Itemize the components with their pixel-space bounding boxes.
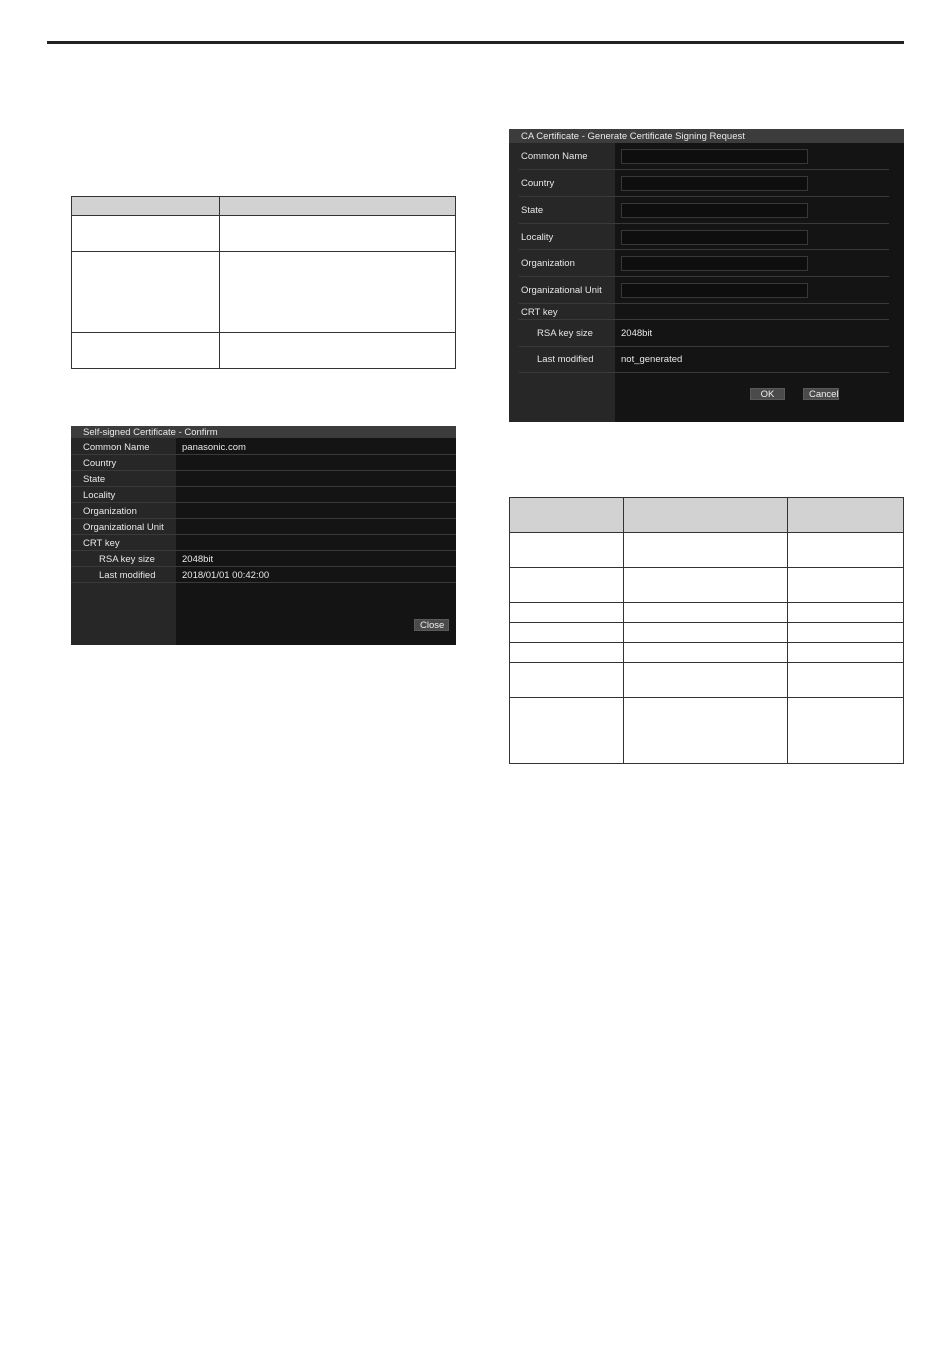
crt-key-row <box>509 304 904 320</box>
row-value: 2048bit <box>182 554 214 565</box>
dialog-title: CA Certificate - Generate Certificate Signing Request <box>509 129 904 143</box>
organizational-unit-input[interactable] <box>621 283 808 298</box>
organization-input[interactable] <box>621 256 808 271</box>
field-label: RSA key size <box>537 328 593 339</box>
organization-row <box>71 503 456 519</box>
row-label: CRT key <box>83 538 120 549</box>
row-divider <box>71 582 456 583</box>
field-label: Country <box>521 178 555 189</box>
row-label: Last modified <box>99 570 156 581</box>
left-info-table <box>71 196 456 369</box>
row-divider <box>519 372 889 373</box>
field-label: State <box>521 205 544 216</box>
field-value: 2048bit <box>621 328 653 339</box>
field-label: Organizational Unit <box>521 285 602 296</box>
organization-row <box>509 250 904 277</box>
organizational-unit-row <box>509 277 904 304</box>
section-label: CRT key <box>521 307 558 318</box>
rsa-key-size-row <box>509 320 904 347</box>
state-row <box>71 471 456 487</box>
field-value: not_generated <box>621 354 683 365</box>
close-button[interactable]: Close <box>414 619 449 631</box>
row-value: panasonic.com <box>182 442 246 453</box>
country-input[interactable] <box>621 176 808 191</box>
row-value: 2018/01/01 00:42:00 <box>182 570 270 581</box>
row-label: Common Name <box>83 442 150 453</box>
row-label: Organization <box>83 506 137 517</box>
row-label: State <box>83 474 106 485</box>
country-row <box>509 170 904 197</box>
cancel-button[interactable]: Cancel <box>803 388 839 400</box>
row-label: Country <box>83 458 117 469</box>
right-info-table <box>509 497 904 764</box>
ca-certificate-csr-dialog <box>509 129 904 422</box>
common-name-input[interactable] <box>621 149 808 164</box>
ok-button[interactable]: OK <box>750 388 785 400</box>
state-input[interactable] <box>621 203 808 218</box>
row-label: RSA key size <box>99 554 155 565</box>
field-label: Common Name <box>521 151 588 162</box>
field-label: Locality <box>521 232 554 243</box>
top-rule <box>47 41 904 44</box>
self-signed-certificate-dialog <box>71 426 456 645</box>
organizational-unit-row <box>71 519 456 535</box>
common-name-row <box>509 143 904 170</box>
locality-row <box>509 224 904 250</box>
country-row <box>71 455 456 471</box>
state-row <box>509 197 904 224</box>
row-label: Locality <box>83 490 116 501</box>
common-name-row <box>71 439 456 455</box>
rsa-key-size-row <box>71 551 456 567</box>
field-label: Last modified <box>537 354 594 365</box>
last-modified-row <box>509 347 904 373</box>
locality-input[interactable] <box>621 230 808 245</box>
last-modified-row <box>71 567 456 583</box>
crt-key-row <box>71 535 456 551</box>
dialog-title: Self-signed Certificate - Confirm <box>71 426 456 438</box>
locality-row <box>71 487 456 503</box>
row-label: Organizational Unit <box>83 522 164 533</box>
field-label: Organization <box>521 258 575 269</box>
